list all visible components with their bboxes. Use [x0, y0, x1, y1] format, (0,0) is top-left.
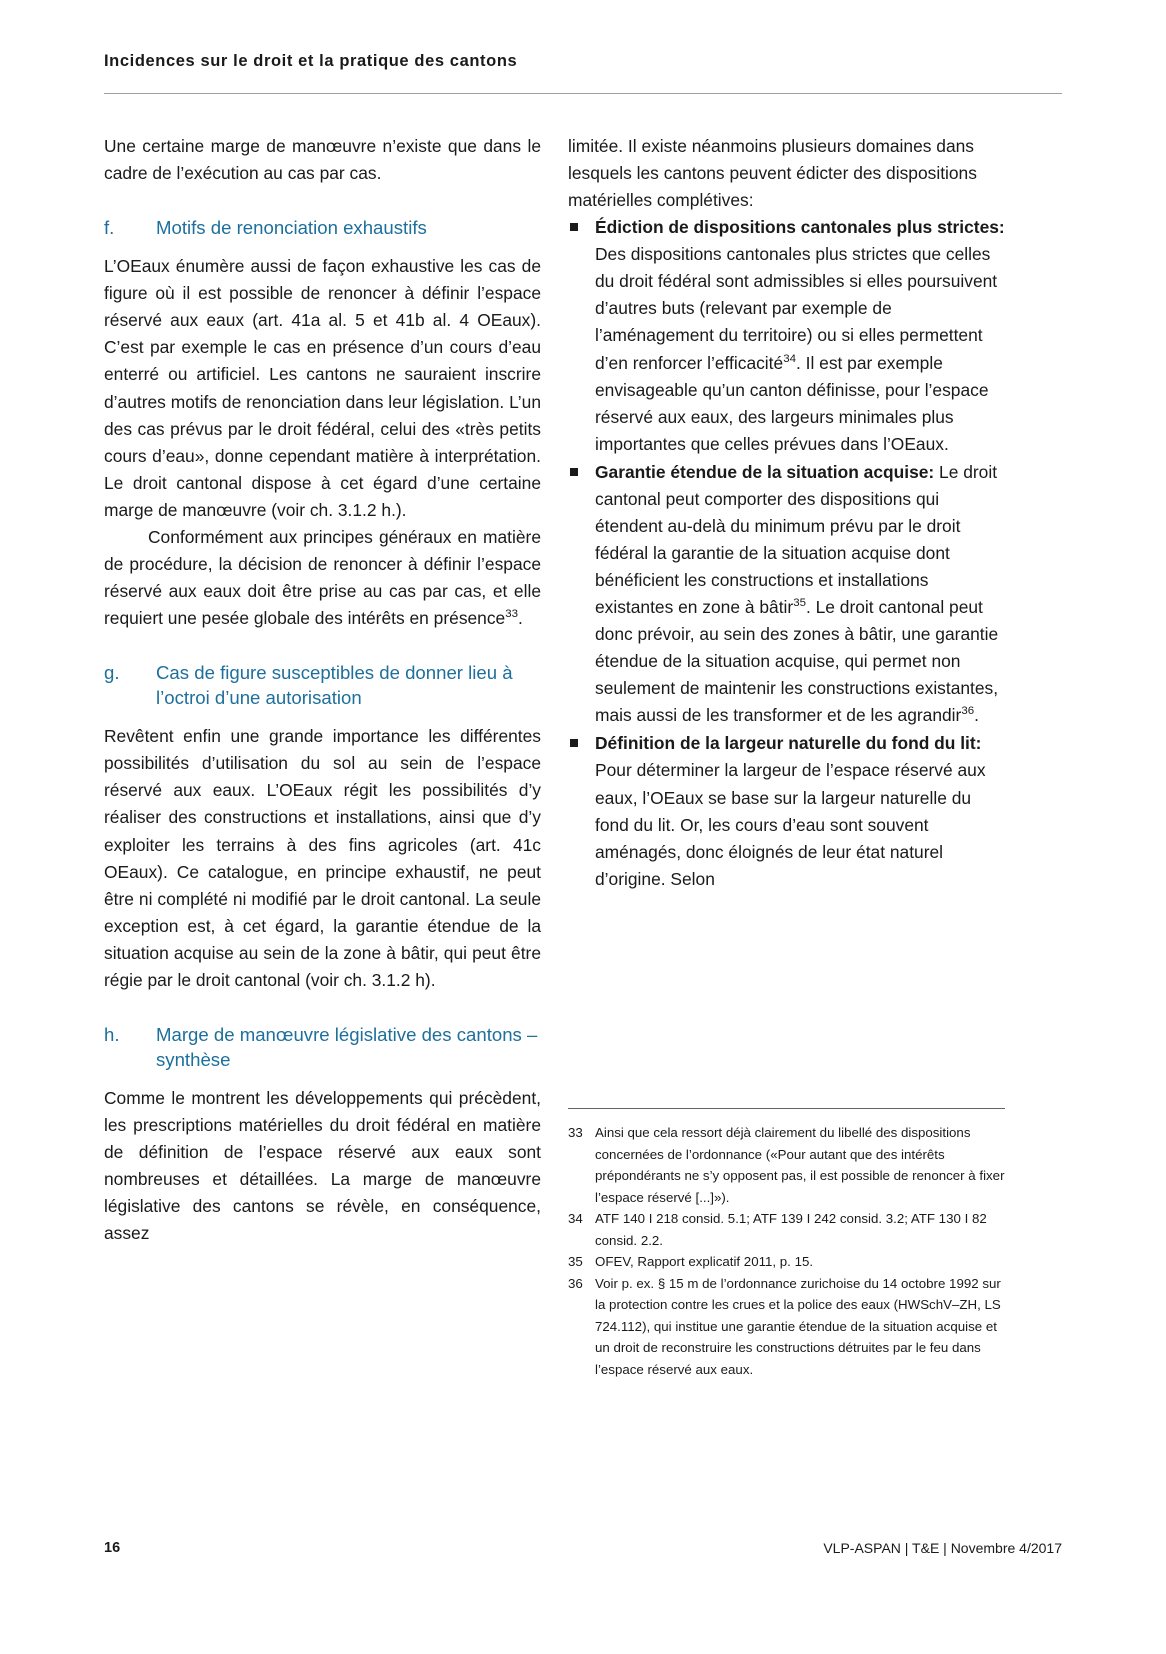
running-header-text: Incidences sur le droit et la pratique des cantons — [104, 52, 518, 70]
bullet-text-2-pre: Le droit cantonal peut comporter des dispositions qui étendent au-delà du minimum prévu par le droit fédéral la garantie de la situation acquise dont bénéficient les constructions et installations existantes en zone à bâtir — [595, 461, 998, 618]
heading-h-text: Marge de manœuvre législative des cantons – synthèse — [156, 1023, 538, 1070]
bullet-text-3-pre: Pour déterminer la largeur de l’espace réservé aux eaux, l’OEaux se base sur la largeur naturelle du fond du lit. Or, les cours d’eau sont souvent aménagés, donc éloignés de leur état naturel d’origine. Selon — [595, 760, 986, 889]
header-divider — [104, 93, 1062, 94]
bullet-text-1-pre: Des dispositions cantonales plus strictes que celles du droit fédéral sont admissibles si elles poursuivent d’autres buts (relevant par exemple de l’aménagement du territoire) ou si elles permettent d’en renforcer l’efficacité — [595, 244, 998, 373]
square-bullet-icon — [570, 468, 578, 476]
heading-g — [104, 660, 541, 710]
bullet-text-2-post: . — [974, 705, 979, 726]
running-header — [104, 52, 1062, 71]
footnote-33 — [568, 1122, 1005, 1208]
paragraph-autorisation: Revêtent enfin une grande importance les différentes possibilités d’utilisation du sol au sein de l’espace réservé aux eaux. L’OEaux régit les possibilités d’y réaliser des constructions et installations, ainsi que d’y exploiter les terrains à des fins agricoles (art. 41c OEaux). Ce catalogue, en principe exhaustif, ne peut être ni complété ni modifié par le droit cantonal. La seule exception est, à cet égard, la garantie étendue de la situation acquise au sein de la zone à bâtir, qui peut être régie par le droit cantonal (voir ch. 3.1.2 h). — [104, 726, 541, 990]
footnote-36-text: Voir p. ex. § 15 m de l’ordonnance zurichoise du 14 octobre 1992 sur la protection contre les crues et la police des eaux (HWSchV–ZH, LS 724.112), qui institue une garantie étendue de la situation acquise et un droit de reconstruire les constructions détruites par le feu dans l’espace réservé aux eaux. — [595, 1275, 1001, 1377]
heading-h — [104, 1022, 541, 1072]
heading-g-text: Cas de figure susceptibles de donner lieu à l’octroi d’une autorisation — [156, 662, 513, 709]
list-item — [568, 730, 1005, 892]
footnote-34-number: 34 — [568, 1211, 583, 1227]
heading-h-letter: h. — [104, 1023, 120, 1045]
right-column — [568, 133, 1005, 894]
publication-info: VLP-ASPAN | T&E | Novembre 4/2017 — [823, 1540, 1062, 1556]
footnote-33-number: 33 — [568, 1125, 583, 1140]
bullet-lead-2: Garantie étendue de la situation acquise: — [595, 461, 935, 482]
bullet-lead-3: Définition de la largeur naturelle du fond du lit: — [595, 733, 982, 754]
heading-f-text: Motifs de renonciation exhaustifs — [156, 217, 427, 239]
paragraph-synthese: Comme le montrent les développements qui précèdent, les prescriptions matérielles du droit fédéral en matière de définition de l’espace réservé aux eaux sont nombreuses et détaillées. La marge de manœuvre législative des cantons se révèle, en conséquence, assez — [104, 1088, 541, 1244]
footnote-ref-33: 33 — [505, 608, 518, 621]
paragraph-intro: Une certaine marge de manœuvre n’existe que dans le cadre de l’exécution au cas par cas. — [104, 136, 541, 184]
footnote-ref-34: 34 — [783, 352, 796, 365]
list-item — [568, 459, 1005, 730]
bullet-list — [568, 214, 1005, 893]
paragraph-conformement-pre: Conformément aux principes généraux en matière de procédure, la décision de renoncer à définir l’espace réservé aux eaux doit être prise au cas par cas, et elle requiert une pesée globale des intérêts en présence — [104, 526, 541, 629]
footnote-divider — [568, 1108, 1005, 1109]
heading-f — [104, 215, 541, 240]
page-number: 16 — [104, 1540, 121, 1556]
heading-g-letter: g. — [104, 662, 120, 684]
footnote-ref-36: 36 — [961, 705, 975, 718]
footnote-35-text: OFEV, Rapport explicatif 2011, p. 15. — [595, 1254, 814, 1270]
bullet-lead-1: Édiction de dispositions cantonales plus strictes: — [595, 217, 1005, 238]
footnote-ref-35: 35 — [793, 597, 806, 610]
footnote-35 — [568, 1251, 1005, 1273]
bullet-text-2-mid: . Le droit cantonal peut donc prévoir, au sein des zones à bâtir, une garantie étendue de la situation acquise, qui permet non seulement de maintenir les constructions existantes, mais aussi de les transformer et de les agrandir — [595, 597, 999, 726]
footnote-34 — [568, 1208, 1005, 1251]
left-column — [104, 133, 541, 1247]
square-bullet-icon — [570, 739, 578, 747]
footnote-36 — [568, 1273, 1005, 1381]
footnote-35-number: 35 — [568, 1254, 583, 1270]
footnote-34-text: ATF 140 I 218 consid. 5.1; ATF 139 I 242 consid. 3.2; ATF 130 I 82 consid. 2.2. — [595, 1211, 987, 1248]
footnote-36-number: 36 — [568, 1275, 583, 1291]
paragraph-limitee: limitée. Il existe néanmoins plusieurs domaines dans lesquels les cantons peuvent édicter des dispositions matérielles complétives: — [568, 136, 977, 211]
square-bullet-icon — [570, 223, 578, 231]
paragraph-motifs: L’OEaux énumère aussi de façon exhaustive les cas de figure où il est possible de renoncer à définir l’espace réservé aux eaux (art. 41a al. 5 et 41b al. 4 OEaux). C’est par exemple le cas en présence d’un cours d’eau enterré ou artificiel. Les cantons ne sauraient inscrire d’autres motifs de renonciation dans leur législation. L’un des cas prévus par le droit fédéral, celui des «très petits cours d’eau», donne cependant matière à interprétation. Le droit cantonal dispose à cet égard d’une certaine marge de manœuvre (voir ch. 3.1.2 h.). — [104, 256, 541, 520]
footnote-list — [568, 1122, 1005, 1380]
paragraph-conformement — [104, 524, 541, 632]
paragraph-conformement-post: . — [518, 608, 523, 629]
heading-f-letter: f. — [104, 217, 115, 239]
list-item — [568, 214, 1005, 458]
footnote-33-text: Ainsi que cela ressort déjà clairement du libellé des dispositions concernées de l’ordonnance («Pour autant que des intérêts prépondérants ne s’y opposent pas, il est possible de renoncer à fixer l’espace réservé [...]»). — [595, 1125, 1005, 1205]
bullet-text-1-post: . Il est par exemple envisageable qu’un canton définisse, pour l’espace réservé aux eaux, des largeurs minimales plus importantes que celles prévues dans l’OEaux. — [595, 352, 989, 454]
